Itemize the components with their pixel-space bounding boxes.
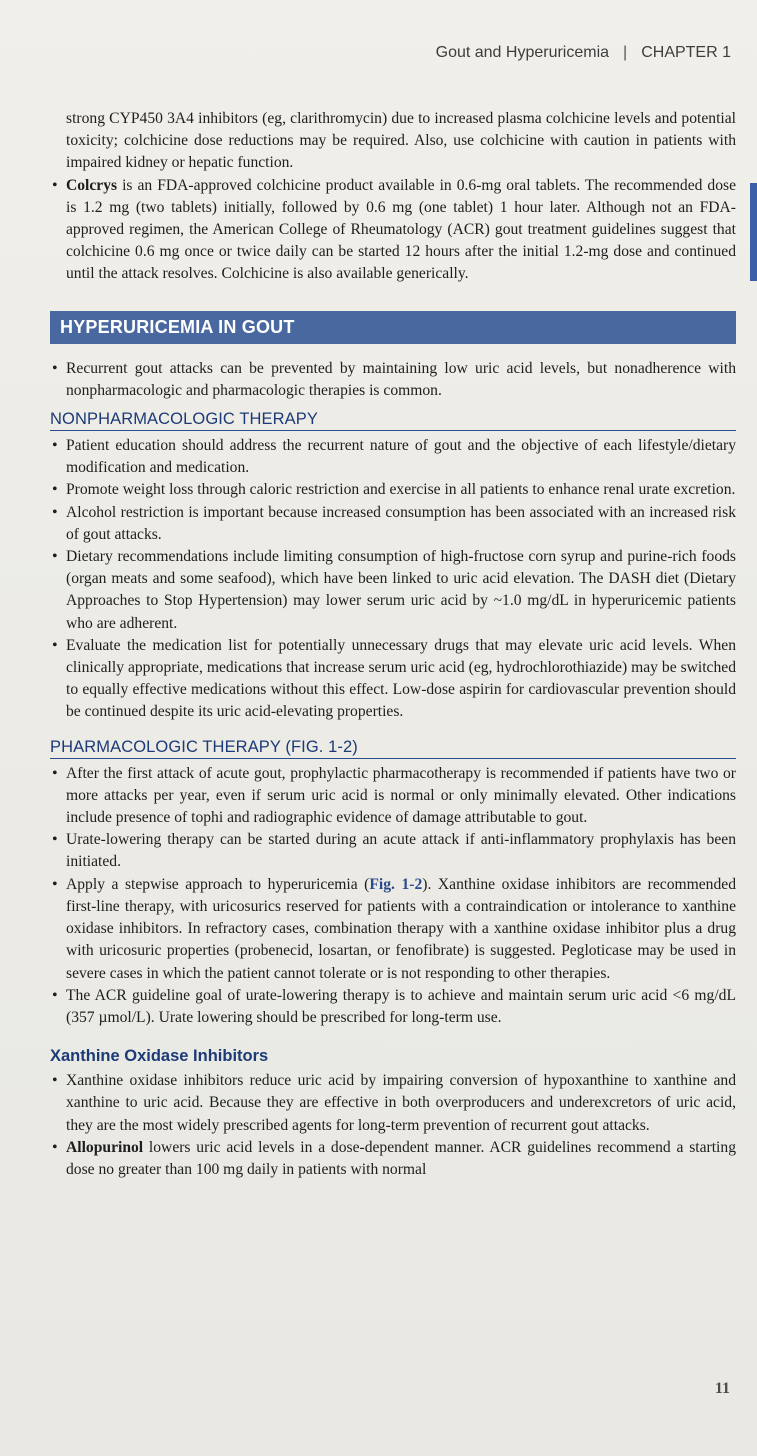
goal-item: • The ACR guideline goal of urate-lowering therapy is to achieve and maintain serum uric acid <6 mg/dL (357 µmol/L). Urate lowering should be prescribed for long-term use. xyxy=(50,985,736,1029)
list-item: • Urate-lowering therapy can be started during an acute attack if anti-inflammatory prophylaxis has been initiated. xyxy=(50,829,736,873)
colcrys-lead: Colcrys xyxy=(66,176,118,194)
figure-reference-link[interactable]: Fig. 1-2 xyxy=(369,875,423,893)
hyperuricemia-intro-block xyxy=(50,358,736,402)
colcrys-item xyxy=(50,175,736,286)
chapter-edge-tab xyxy=(750,183,757,281)
running-header xyxy=(436,44,731,62)
list-item: • After the first attack of acute gout, prophylactic pharmacotherapy is recommended if patients have two or more attacks per year, even if serum uric acid is normal or only minimally elevated. Other indications include presence of tophi and radiographic evidence of damage attributable to gout. xyxy=(50,763,736,830)
nonpharm-heading: NONPHARMACOLOGIC THERAPY xyxy=(50,410,736,431)
stepwise-item xyxy=(50,874,736,985)
page-number: 11 xyxy=(714,1380,730,1397)
allopurinol-item xyxy=(50,1137,736,1181)
stepwise-text-before: Apply a stepwise approach to hyperuricemia ( xyxy=(66,875,370,893)
pharm-heading: PHARMACOLOGIC THERAPY (FIG. 1-2) xyxy=(50,738,736,759)
colcrys-text: is an FDA-approved colchicine product available in 0.6-mg oral tablets. The recommended dose is 1.2 mg (two tablets) initially, followed by 0.6 mg (one tablet) 1 hour later. Although not an FDA-approved regimen, the American College of Rheumatology (ACR) gout treatment guidelines suggest that colchicine 0.6 mg once or twice daily can be started 12 hours after the initial 1.2-mg dose and continued until the attack resolves. Colchicine is also available generically. xyxy=(66,176,736,283)
hyperuricemia-intro-item: • Recurrent gout attacks can be prevented by maintaining low uric acid levels, but nonadherence with nonpharmacologic and pharmacologic therapies is common. xyxy=(50,358,736,402)
xanthine-list xyxy=(50,1070,736,1181)
header-separator: | xyxy=(623,44,628,61)
list-item: • Promote weight loss through caloric restriction and exercise in all patients to enhance renal urate excretion. xyxy=(50,479,736,501)
colcrys-list xyxy=(50,175,736,286)
list-item: • Patient education should address the recurrent nature of gout and the objective of each lifestyle/dietary modification and medication. xyxy=(50,435,736,479)
section-banner: HYPERURICEMIA IN GOUT xyxy=(50,311,736,344)
nonpharm-list xyxy=(50,435,736,724)
page-content xyxy=(50,108,736,1181)
list-item: • Xanthine oxidase inhibitors reduce uric acid by impairing conversion of hypoxanthine to xanthine and xanthine to uric acid. Because they are effective in both overproducers and underexcretors of uric acid, they are the most widely prescribed agents for long-term prevention of recurrent gout attacks. xyxy=(50,1070,736,1137)
allopurinol-text: lowers uric acid levels in a dose-dependent manner. ACR guidelines recommend a starting dose no greater than 100 mg daily in patients with normal xyxy=(66,1138,736,1178)
continuation-paragraph: strong CYP450 3A4 inhibitors (eg, clarithromycin) due to increased plasma colchicine levels and potential toxicity; colchicine dose reductions may be required. Also, use colchicine with caution in patients with impaired kidney or hepatic function. xyxy=(66,110,736,172)
allopurinol-lead: Allopurinol xyxy=(66,1138,144,1156)
list-item: • Evaluate the medication list for potentially unnecessary drugs that may elevate uric acid levels. When clinically appropriate, medications that increase serum uric acid (eg, hydrochlorothiazide) may be switched to equally effective medications without this effect. Low-dose aspirin for cardiovascular prevention should be continued despite its uric acid-elevating properties. xyxy=(50,635,736,724)
running-title: Gout and Hyperuricemia xyxy=(435,44,610,61)
xanthine-heading: Xanthine Oxidase Inhibitors xyxy=(50,1047,269,1066)
chapter-label: CHAPTER 1 xyxy=(641,44,731,61)
list-item: • Dietary recommendations include limiting consumption of high-fructose corn syrup and purine-rich foods (organ meats and some seafood), which have been linked to uric acid elevation. The DASH diet (Dietary Approaches to Stop Hypertension) may lower serum uric acid by ~1.0 mg/dL in hyperuricemic patients who are adherent. xyxy=(50,546,736,635)
pharm-list xyxy=(50,763,736,1029)
list-item: • Alcohol restriction is important because increased consumption has been associated with an increased risk of gout attacks. xyxy=(50,502,736,546)
stepwise-text-after: ). Xanthine oxidase inhibitors are recommended first-line therapy, with uricosurics reserved for patients with a contraindication or intolerance to xanthine oxidase inhibitors. In refractory cases, combination therapy with a xanthine oxidase inhibitor plus a drug with uricosuric properties (probenecid, losartan, or fenofibrate) is suggested. Pegloticase may be used in severe cases in which the patient cannot tolerate or is not responding to other therapies. xyxy=(66,875,736,982)
